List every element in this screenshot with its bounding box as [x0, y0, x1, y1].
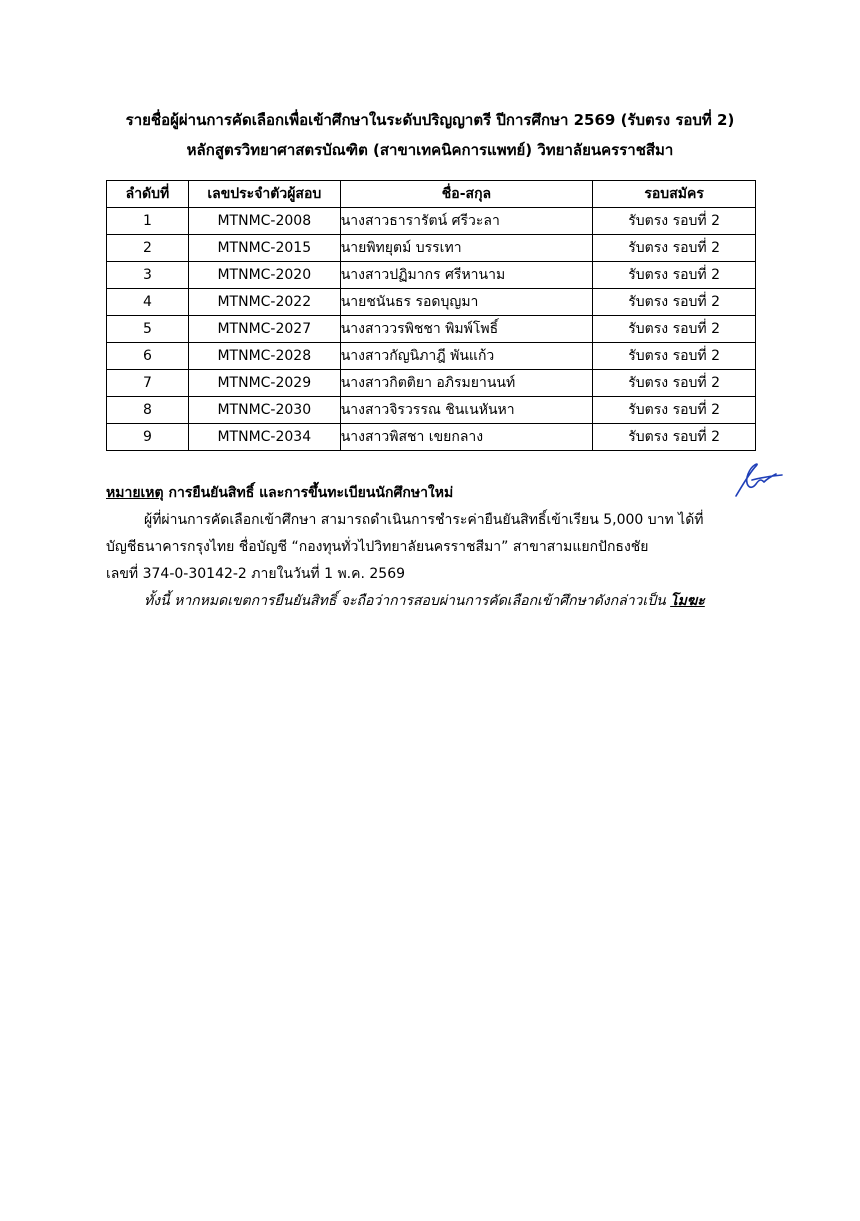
cell-round: รับตรง รอบที่ 2 [593, 397, 756, 424]
cell-exam-id: MTNMC-2028 [188, 343, 340, 370]
cell-full-name: นางสาวธารารัตน์ ศรีวะลา [340, 208, 593, 235]
table-row [107, 370, 756, 397]
table-row [107, 289, 756, 316]
header-order: ลำดับที่ [107, 181, 189, 208]
table-row [107, 235, 756, 262]
cell-round: รับตรง รอบที่ 2 [593, 370, 756, 397]
table-row [107, 316, 756, 343]
table-row [107, 424, 756, 451]
cell-full-name: นางสาวกิตติยา อภิรมยานนท์ [340, 370, 593, 397]
cell-round: รับตรง รอบที่ 2 [593, 262, 756, 289]
cell-order: 7 [107, 370, 189, 397]
note-heading [106, 480, 766, 507]
cell-full-name: นายพิทยุตม์ บรรเทา [340, 235, 593, 262]
page-subtitle: หลักสูตรวิทยาศาสตรบัณฑิต (สาขาเทคนิคการแพทย์) วิทยาลัยนครราชสีมา [186, 141, 674, 159]
cell-order: 4 [107, 289, 189, 316]
note-line-1: ผู้ที่ผ่านการคัดเลือกเข้าศึกษา สามารถดำเนินการชำระค่ายืนยันสิทธิ์เข้าเรียน 5,000 บาท ได้ที่ [144, 512, 704, 528]
cell-round: รับตรง รอบที่ 2 [593, 316, 756, 343]
cell-exam-id: MTNMC-2034 [188, 424, 340, 451]
header-round: รอบสมัคร [593, 181, 756, 208]
cell-order: 5 [107, 316, 189, 343]
cell-order: 9 [107, 424, 189, 451]
cell-full-name: นางสาวพิสชา เขยกลาง [340, 424, 593, 451]
cell-round: รับตรง รอบที่ 2 [593, 235, 756, 262]
cell-order: 2 [107, 235, 189, 262]
note-line-4-text: ทั้งนี้ หากหมดเขตการยืนยันสิทธิ์ จะถือว่าการสอบผ่านการคัดเลือกเข้าศึกษาดังกล่าวเป็น [144, 593, 671, 609]
cell-exam-id: MTNMC-2008 [188, 208, 340, 235]
cell-full-name: นางสาวจิรวรรณ ชินเนหันหา [340, 397, 593, 424]
cell-full-name: นางสาวกัญนิภาฎี พันแก้ว [340, 343, 593, 370]
table-row [107, 262, 756, 289]
note-line-2: บัญชีธนาคารกรุงไทย ชื่อบัญชี “กองทุนทั่วไปวิทยาลัยนครราชสีมา” สาขาสามแยกปักธงชัย [106, 539, 649, 555]
cell-round: รับตรง รอบที่ 2 [593, 208, 756, 235]
note-line-4 [106, 588, 766, 615]
cell-full-name: นางสาววรพิชชา พิมพ์โพธิ์ [340, 316, 593, 343]
note-line-3: เลขที่ 374-0-30142-2 ภายในวันที่ 1 พ.ค. 2569 [106, 566, 406, 582]
cell-exam-id: MTNMC-2022 [188, 289, 340, 316]
cell-full-name: นายชนันธร รอดบุญมา [340, 289, 593, 316]
cell-order: 8 [107, 397, 189, 424]
table-header-row [107, 181, 756, 208]
void-emphasis: โมฆะ [670, 593, 705, 609]
cell-order: 6 [107, 343, 189, 370]
cell-exam-id: MTNMC-2027 [188, 316, 340, 343]
cell-round: รับตรง รอบที่ 2 [593, 289, 756, 316]
table-row [107, 397, 756, 424]
results-table [106, 180, 756, 451]
header-full-name: ชื่อ-สกุล [340, 181, 593, 208]
cell-full-name: นางสาวปฏิมากร ศรีหานาม [340, 262, 593, 289]
cell-exam-id: MTNMC-2029 [188, 370, 340, 397]
table-row [107, 343, 756, 370]
note-heading-text: การยืนยันสิทธิ์ และการขึ้นทะเบียนนักศึกษาใหม่ [163, 485, 454, 501]
header-exam-id: เลขประจำตัวผู้สอบ [188, 181, 340, 208]
note-label: หมายเหตุ [106, 485, 164, 501]
cell-round: รับตรง รอบที่ 2 [593, 424, 756, 451]
note-section [106, 480, 766, 615]
cell-round: รับตรง รอบที่ 2 [593, 343, 756, 370]
cell-exam-id: MTNMC-2015 [188, 235, 340, 262]
page-title: รายชื่อผู้ผ่านการคัดเลือกเพื่อเข้าศึกษาในระดับปริญญาตรี ปีการศึกษา 2569 (รับตรง รอบที่ 2) [125, 111, 735, 129]
cell-exam-id: MTNMC-2020 [188, 262, 340, 289]
table-row [107, 208, 756, 235]
cell-exam-id: MTNMC-2030 [188, 397, 340, 424]
cell-order: 1 [107, 208, 189, 235]
cell-order: 3 [107, 262, 189, 289]
